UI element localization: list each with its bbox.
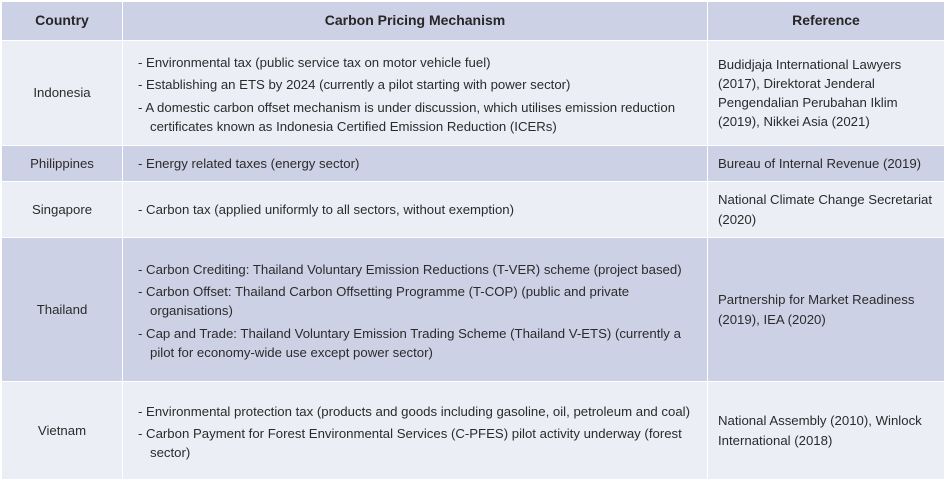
- mechanism-cell: [123, 182, 708, 238]
- country-cell: Vietnam: [2, 382, 123, 480]
- header-reference: Reference: [708, 2, 945, 41]
- country-cell: Singapore: [2, 182, 123, 238]
- mechanism-item: - A domestic carbon offset mechanism is under discussion, which utilises emission reduction certificates known as Indonesia Certified Emission Reduction (ICERs): [138, 99, 676, 134]
- mechanism-item: - Carbon Offset: Thailand Carbon Offsetting Programme (T-COP) (public and private organisations): [138, 284, 630, 319]
- table-row-thailand: [2, 238, 945, 382]
- mechanism-item: - Establishing an ETS by 2024 (currently a pilot starting with power sector): [138, 77, 571, 93]
- table-row-indonesia: [2, 41, 945, 146]
- mechanism-item: - Cap and Trade: Thailand Voluntary Emission Trading Scheme (Thailand V-ETS) (currently a pilot for economy-wide use except power sector): [138, 325, 681, 360]
- header-row: [2, 2, 945, 41]
- mechanism-item: - Carbon Crediting: Thailand Voluntary Emission Reductions (T-VER) scheme (project based): [138, 261, 682, 277]
- mechanism-item: - Carbon tax (applied uniformly to all sectors, without exemption): [138, 201, 515, 217]
- mechanism-item: - Carbon Payment for Forest Environmental Services (C-PFES) pilot activity underway (forest sector): [138, 425, 682, 461]
- reference-cell: Partnership for Market Readiness (2019), IEA (2020): [708, 238, 945, 382]
- table-row-vietnam: [2, 382, 945, 480]
- reference-cell: Budidjaja International Lawyers (2017), Direktorat Jenderal Pengendalian Perubahan Iklim (2019), Nikkei Asia (2021): [708, 41, 945, 146]
- header-mechanism: Carbon Pricing Mechanism: [123, 2, 708, 41]
- table-row-singapore: [2, 182, 945, 238]
- reference-cell: Bureau of Internal Revenue (2019): [708, 146, 945, 182]
- mechanism-cell: [123, 146, 708, 182]
- mechanism-item: - Energy related taxes (energy sector): [138, 155, 360, 171]
- reference-cell: National Climate Change Secretariat (2020): [708, 182, 945, 238]
- mechanism-item: - Environmental tax (public service tax on motor vehicle fuel): [138, 55, 491, 71]
- reference-cell: National Assembly (2010), Winlock International (2018): [708, 382, 945, 480]
- mechanism-cell: [123, 238, 708, 382]
- country-cell: Indonesia: [2, 41, 123, 146]
- country-cell: Philippines: [2, 146, 123, 182]
- mechanism-cell: [123, 382, 708, 480]
- table-row-philippines: [2, 146, 945, 182]
- mechanism-cell: [123, 41, 708, 146]
- header-country: Country: [2, 2, 123, 41]
- carbon-pricing-table: [1, 1, 945, 480]
- country-cell: Thailand: [2, 238, 123, 382]
- mechanism-item: - Environmental protection tax (products and goods including gasoline, oil, petroleum and coal): [138, 403, 690, 419]
